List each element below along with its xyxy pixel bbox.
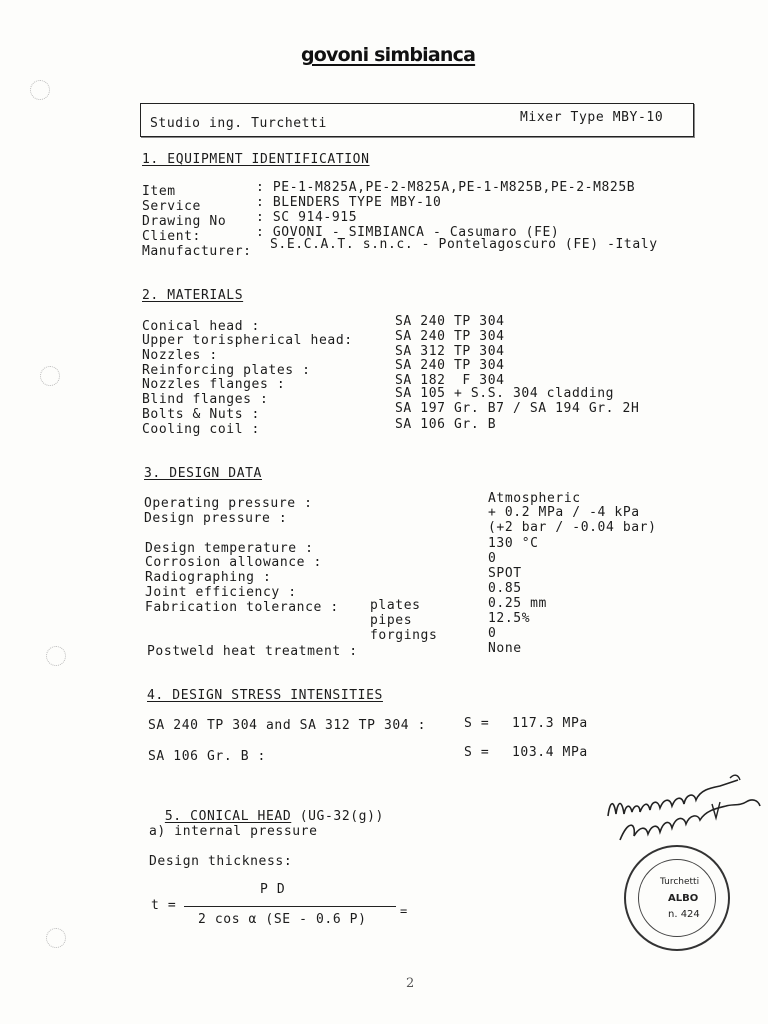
value-design-pressure: + 0.2 MPa / -4 kPa: [488, 505, 640, 520]
formula-lhs: t =: [151, 898, 177, 913]
page-number: 2: [406, 976, 415, 991]
label-design-thickness: Design thickness:: [149, 854, 293, 869]
punch-hole-mark: [40, 366, 60, 386]
label-tolerance-forgings: forgings: [370, 628, 438, 643]
value-nozzles: SA 312 TP 304: [395, 344, 505, 359]
value-corrosion-allowance: 0: [488, 551, 497, 566]
section-title-design-data: 3. DESIGN DATA: [144, 466, 262, 481]
value-upper-torispherical-head: SA 240 TP 304: [395, 329, 505, 344]
label-radiographing: Radiographing :: [145, 570, 272, 585]
value-manufacturer: S.E.C.A.T. s.n.c. - Pontelagoscuro (FE) -Italy: [270, 237, 658, 252]
stamp-name: Turchetti: [660, 877, 700, 887]
section-title-conical-head-main: 5. CONICAL HEAD: [164, 809, 292, 824]
value-radiographing: SPOT: [488, 566, 522, 581]
section-title-equipment-identification: 1. EQUIPMENT IDENTIFICATION: [142, 152, 370, 167]
value-cooling-coil: SA 106 Gr. B: [395, 417, 497, 432]
value-nozzles-flanges: SA 182 F 304: [395, 373, 505, 388]
label-postweld-heat-treatment: Postweld heat treatment :: [147, 644, 358, 659]
label-blind-flanges: Blind flanges :: [142, 392, 269, 407]
punch-hole-mark: [30, 80, 50, 100]
value-service: : BLENDERS TYPE MBY-10: [256, 195, 442, 210]
formula-denominator: 2 cos α (SE - 0.6 P): [198, 912, 367, 927]
engineer-stamp: [624, 845, 730, 951]
label-conical-head: Conical head :: [142, 319, 260, 334]
company-logo: govoni simbianca: [301, 44, 476, 66]
symbol-s-1: S =: [464, 716, 490, 731]
value-stress-sa240-sa312: 117.3 MPa: [512, 716, 588, 731]
handwritten-signature: [600, 770, 768, 850]
label-fabrication-tolerance: Fabrication tolerance :: [145, 600, 339, 615]
label-service: Service: [142, 199, 201, 214]
label-item: Item: [142, 184, 176, 199]
label-upper-torispherical-head: Upper torispherical head:: [142, 333, 353, 348]
label-operating-pressure: Operating pressure :: [144, 496, 313, 511]
subsection-internal-pressure: a) internal pressure: [149, 824, 318, 839]
value-conical-head: SA 240 TP 304: [395, 314, 505, 329]
value-client: : GOVONI - SIMBIANCA - Casumaro (FE): [256, 225, 560, 240]
section-title-conical-head: [148, 794, 384, 824]
value-tolerance-forgings: 0: [488, 626, 497, 641]
value-joint-efficiency: 0.85: [488, 581, 522, 596]
section-title-conical-head-ref: (UG-32(g)): [291, 809, 384, 824]
section-title-design-stress-intensities: 4. DESIGN STRESS INTENSITIES: [147, 688, 383, 703]
value-stress-sa106: 103.4 MPa: [512, 745, 588, 760]
value-tolerance-pipes: 12.5%: [488, 611, 531, 626]
label-tolerance-pipes: pipes: [370, 613, 413, 628]
label-drawing-no: Drawing No: [142, 214, 227, 229]
label-client: Client:: [142, 229, 201, 244]
value-design-pressure-bar: (+2 bar / -0.04 bar): [488, 520, 657, 535]
label-cooling-coil: Cooling coil :: [142, 422, 260, 437]
label-corrosion-allowance: Corrosion allowance :: [145, 555, 322, 570]
header-studio: Studio ing. Turchetti: [150, 116, 327, 131]
value-bolts-nuts: SA 197 Gr. B7 / SA 194 Gr. 2H: [395, 401, 640, 416]
label-nozzles-flanges: Nozzles flanges :: [142, 377, 286, 392]
value-reinforcing-plates: SA 240 TP 304: [395, 358, 505, 373]
header-mixer-type: Mixer Type MBY-10: [520, 110, 664, 125]
symbol-s-2: S =: [464, 745, 490, 760]
value-tolerance-plates: 0.25 mm: [488, 596, 547, 611]
label-design-temperature: Design temperature :: [145, 541, 314, 556]
label-stress-sa106: SA 106 Gr. B :: [148, 749, 266, 764]
label-tolerance-plates: plates: [370, 598, 421, 613]
formula-numerator: P D: [260, 882, 286, 897]
value-blind-flanges: SA 105 + S.S. 304 cladding: [395, 386, 615, 401]
section-title-materials: 2. MATERIALS: [142, 288, 244, 303]
label-bolts-nuts: Bolts & Nuts :: [142, 407, 260, 422]
value-design-temperature: 130 °C: [488, 536, 539, 551]
formula-fraction-bar: [184, 906, 396, 907]
label-stress-sa240-sa312: SA 240 TP 304 and SA 312 TP 304 :: [148, 718, 427, 733]
stamp-number: n. 424: [668, 909, 700, 920]
value-item: : PE-1-M825A,PE-2-M825A,PE-1-M825B,PE-2-M825B: [256, 180, 636, 195]
value-operating-pressure: Atmospheric: [488, 491, 581, 506]
value-drawing-no: : SC 914-915: [256, 210, 358, 225]
label-reinforcing-plates: Reinforcing plates :: [142, 363, 311, 378]
label-design-pressure: Design pressure :: [144, 511, 288, 526]
punch-hole-mark: [46, 646, 66, 666]
stamp-albo: ALBO: [668, 893, 699, 904]
value-postweld-heat-treatment: None: [488, 641, 522, 656]
punch-hole-mark: [46, 928, 66, 948]
label-joint-efficiency: Joint efficiency :: [145, 585, 297, 600]
label-manufacturer: Manufacturer:: [142, 244, 252, 259]
formula-rhs: =: [400, 904, 408, 918]
label-nozzles: Nozzles :: [142, 348, 218, 363]
